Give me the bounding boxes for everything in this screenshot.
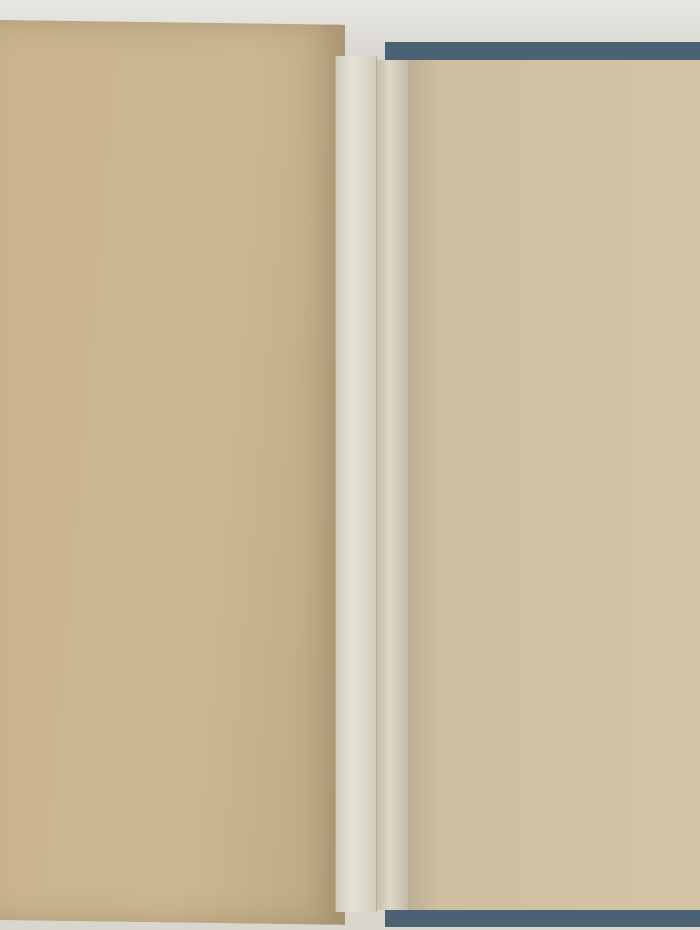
left-page <box>0 20 345 925</box>
open-book <box>0 20 700 920</box>
right-page <box>406 60 700 910</box>
book-spine-gutter <box>372 60 408 910</box>
right-page-contents <box>408 114 700 128</box>
book-spine-tape <box>335 56 377 912</box>
